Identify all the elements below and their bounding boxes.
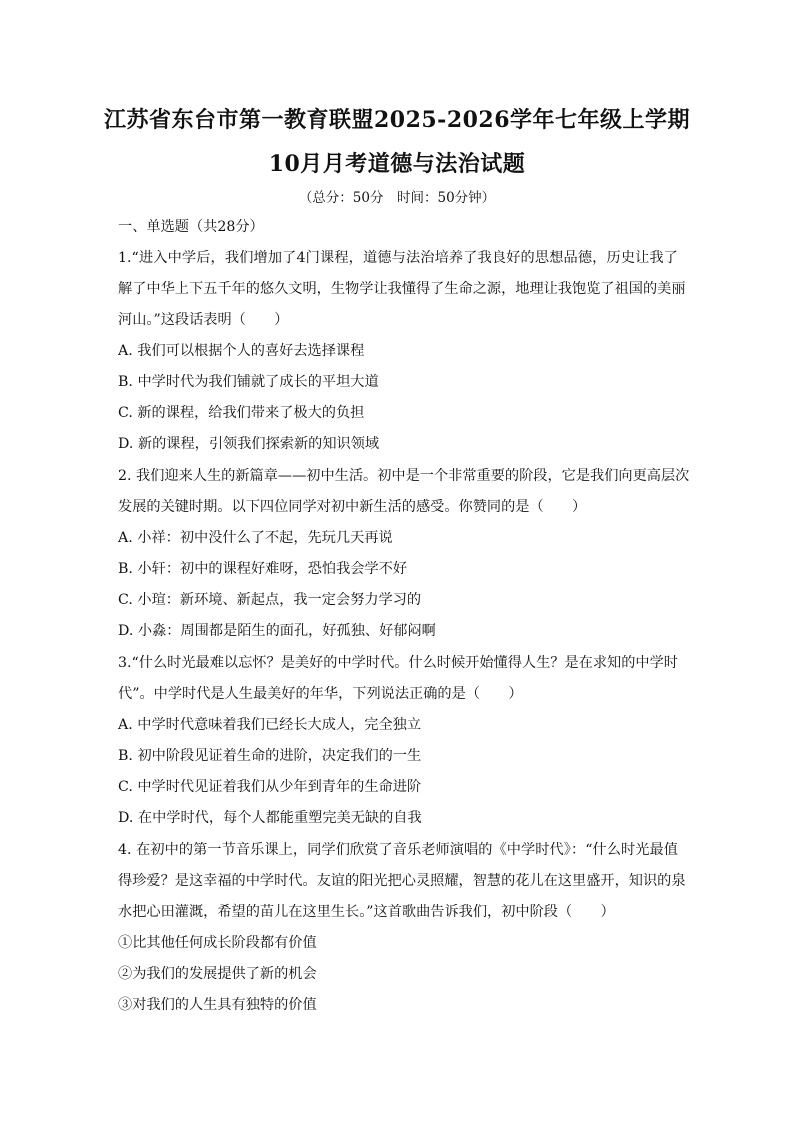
q1-stem-line-3: 河山。”这段话表明（ ） xyxy=(118,312,289,328)
section-heading: 一、单选题（共28分） xyxy=(118,219,264,235)
q1-stem-line-1: 1.“进入中学后，我们增加了4门课程，道德与法治培养了我良好的思想品德，历史让我了 xyxy=(118,250,678,266)
q3-option-a: A. 中学时代意味着我们已经长大成人，完全独立 xyxy=(118,717,422,733)
exam-title-line-1: 江苏省东台市第一教育联盟2025-2026学年七年级上学期 xyxy=(103,107,691,133)
q4-stem-line-1: 4. 在初中的第一节音乐课上，同学们欣赏了音乐老师演唱的《中学时代》：“什么时光最值 xyxy=(118,842,678,858)
q4-statement-1: ①比其他任何成长阶段都有价值 xyxy=(118,935,317,951)
q1-stem-line-2: 解了中华上下五千年的悠久文明，生物学让我懂得了生命之源，地理让我饱览了祖国的美丽 xyxy=(118,281,686,297)
q3-option-c: C. 中学时代见证着我们从少年到青年的生命进阶 xyxy=(118,779,422,795)
q1-option-a: A. 我们可以根据个人的喜好去选择课程 xyxy=(118,343,365,359)
q4-statement-3: ③对我们的人生具有独特的价值 xyxy=(118,997,317,1013)
q4-stem-line-3: 水把心田灌溉，希望的苗儿在这里生长。”这首歌曲告诉我们，初中阶段（ ） xyxy=(118,904,615,920)
q1-option-c: C. 新的课程，给我们带来了极大的负担 xyxy=(118,405,365,421)
exam-title-line-2: 10月月考道德与法治试题 xyxy=(268,151,526,177)
q1-option-b: B. 中学时代为我们铺就了成长的平坦大道 xyxy=(118,374,379,390)
q4-statement-2: ②为我们的发展提供了新的机会 xyxy=(118,966,317,982)
q3-stem-line-2: 代”。中学时代是人生最美好的年华，下列说法正确的是（ ） xyxy=(118,686,523,702)
exam-meta: （总分：50分 时间：50分钟） xyxy=(298,190,496,206)
q2-option-d: D. 小淼：周围都是陌生的面孔，好孤独、好郁闷啊 xyxy=(118,623,436,639)
q3-stem-line-1: 3.“什么时光最难以忘怀？是美好的中学时代。什么时候开始懂得人生？是在求知的中学时 xyxy=(118,655,678,671)
q4-stem-line-2: 得珍爱？是这幸福的中学时代。友谊的阳光把心灵照耀，智慧的花儿在这里盛开，知识的泉 xyxy=(118,873,686,889)
q2-stem-line-1: 2. 我们迎来人生的新篇章——初中生活。初中是一个非常重要的阶段，它是我们向更高层次 xyxy=(118,468,690,484)
q2-option-a: A. 小祥：初中没什么了不起，先玩几天再说 xyxy=(118,530,393,546)
q2-option-c: C. 小瑄：新环境、新起点，我一定会努力学习的 xyxy=(118,592,422,608)
q2-option-b: B. 小轩：初中的课程好难呀，恐怕我会学不好 xyxy=(118,561,408,577)
q3-option-b: B. 初中阶段见证着生命的进阶，决定我们的一生 xyxy=(118,748,422,764)
q2-stem-line-2: 发展的关键时期。以下四位同学对初中新生活的感受。你赞同的是（ ） xyxy=(118,499,587,515)
q1-option-d: D. 新的课程，引领我们探索新的知识领域 xyxy=(118,436,380,452)
q3-option-d: D. 在中学时代，每个人都能重塑完美无缺的自我 xyxy=(118,810,422,826)
